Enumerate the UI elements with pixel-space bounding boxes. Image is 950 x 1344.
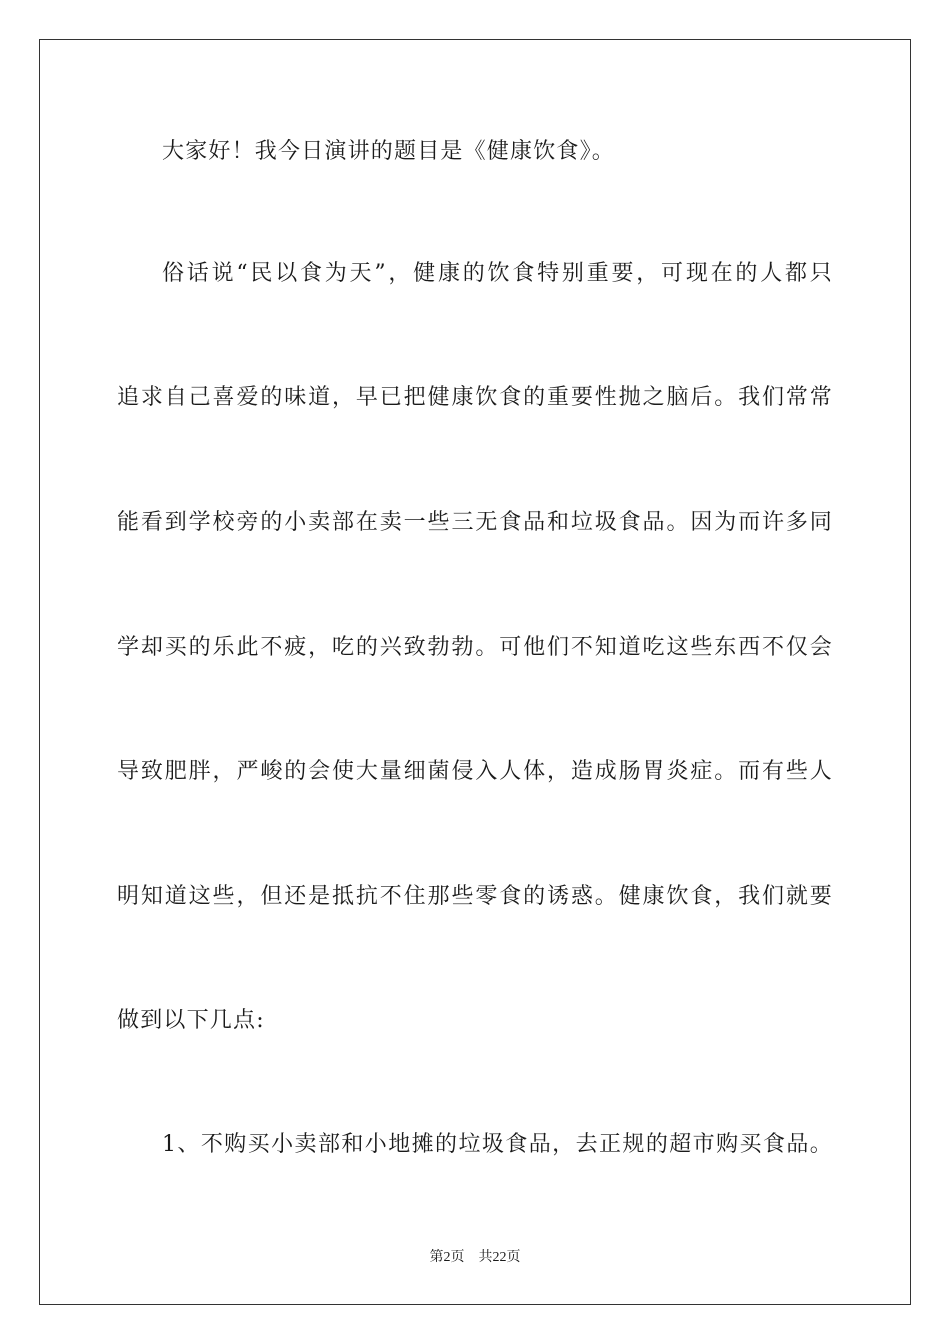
page-number: 第2页 [429,1250,465,1265]
page-footer [0,1246,950,1266]
paragraph-line: 导致肥胖，严峻的会使大量细菌侵入人体，造成肠胃炎症。而有些人 [117,759,833,784]
list-item: 1、不购买小卖部和小地摊的垃圾食品，去正规的超市购买食品。 [162,1132,833,1157]
paragraph-line: 明知道这些，但还是抵抗不住那些零食的诱惑。健康饮食，我们就要 [117,884,833,909]
page-total: 共22页 [478,1250,521,1265]
paragraph-line: 追求自己喜爱的味道，早已把健康饮食的重要性抛之脑后。我们常常 [117,385,833,410]
paragraph-line: 做到以下几点: [117,1008,265,1033]
paragraph-line: 俗话说“民以食为天”，健康的饮食特别重要，可现在的人都只 [162,261,833,286]
paragraph-line: 能看到学校旁的小卖部在卖一些三无食品和垃圾食品。因为而许多同 [117,510,833,535]
page-border [39,39,911,1305]
paragraph-line: 学却买的乐此不疲，吃的兴致勃勃。可他们不知道吃这些东西不仅会 [117,635,833,660]
greeting-line: 大家好！我今日演讲的题目是《健康饮食》。 [162,139,616,164]
